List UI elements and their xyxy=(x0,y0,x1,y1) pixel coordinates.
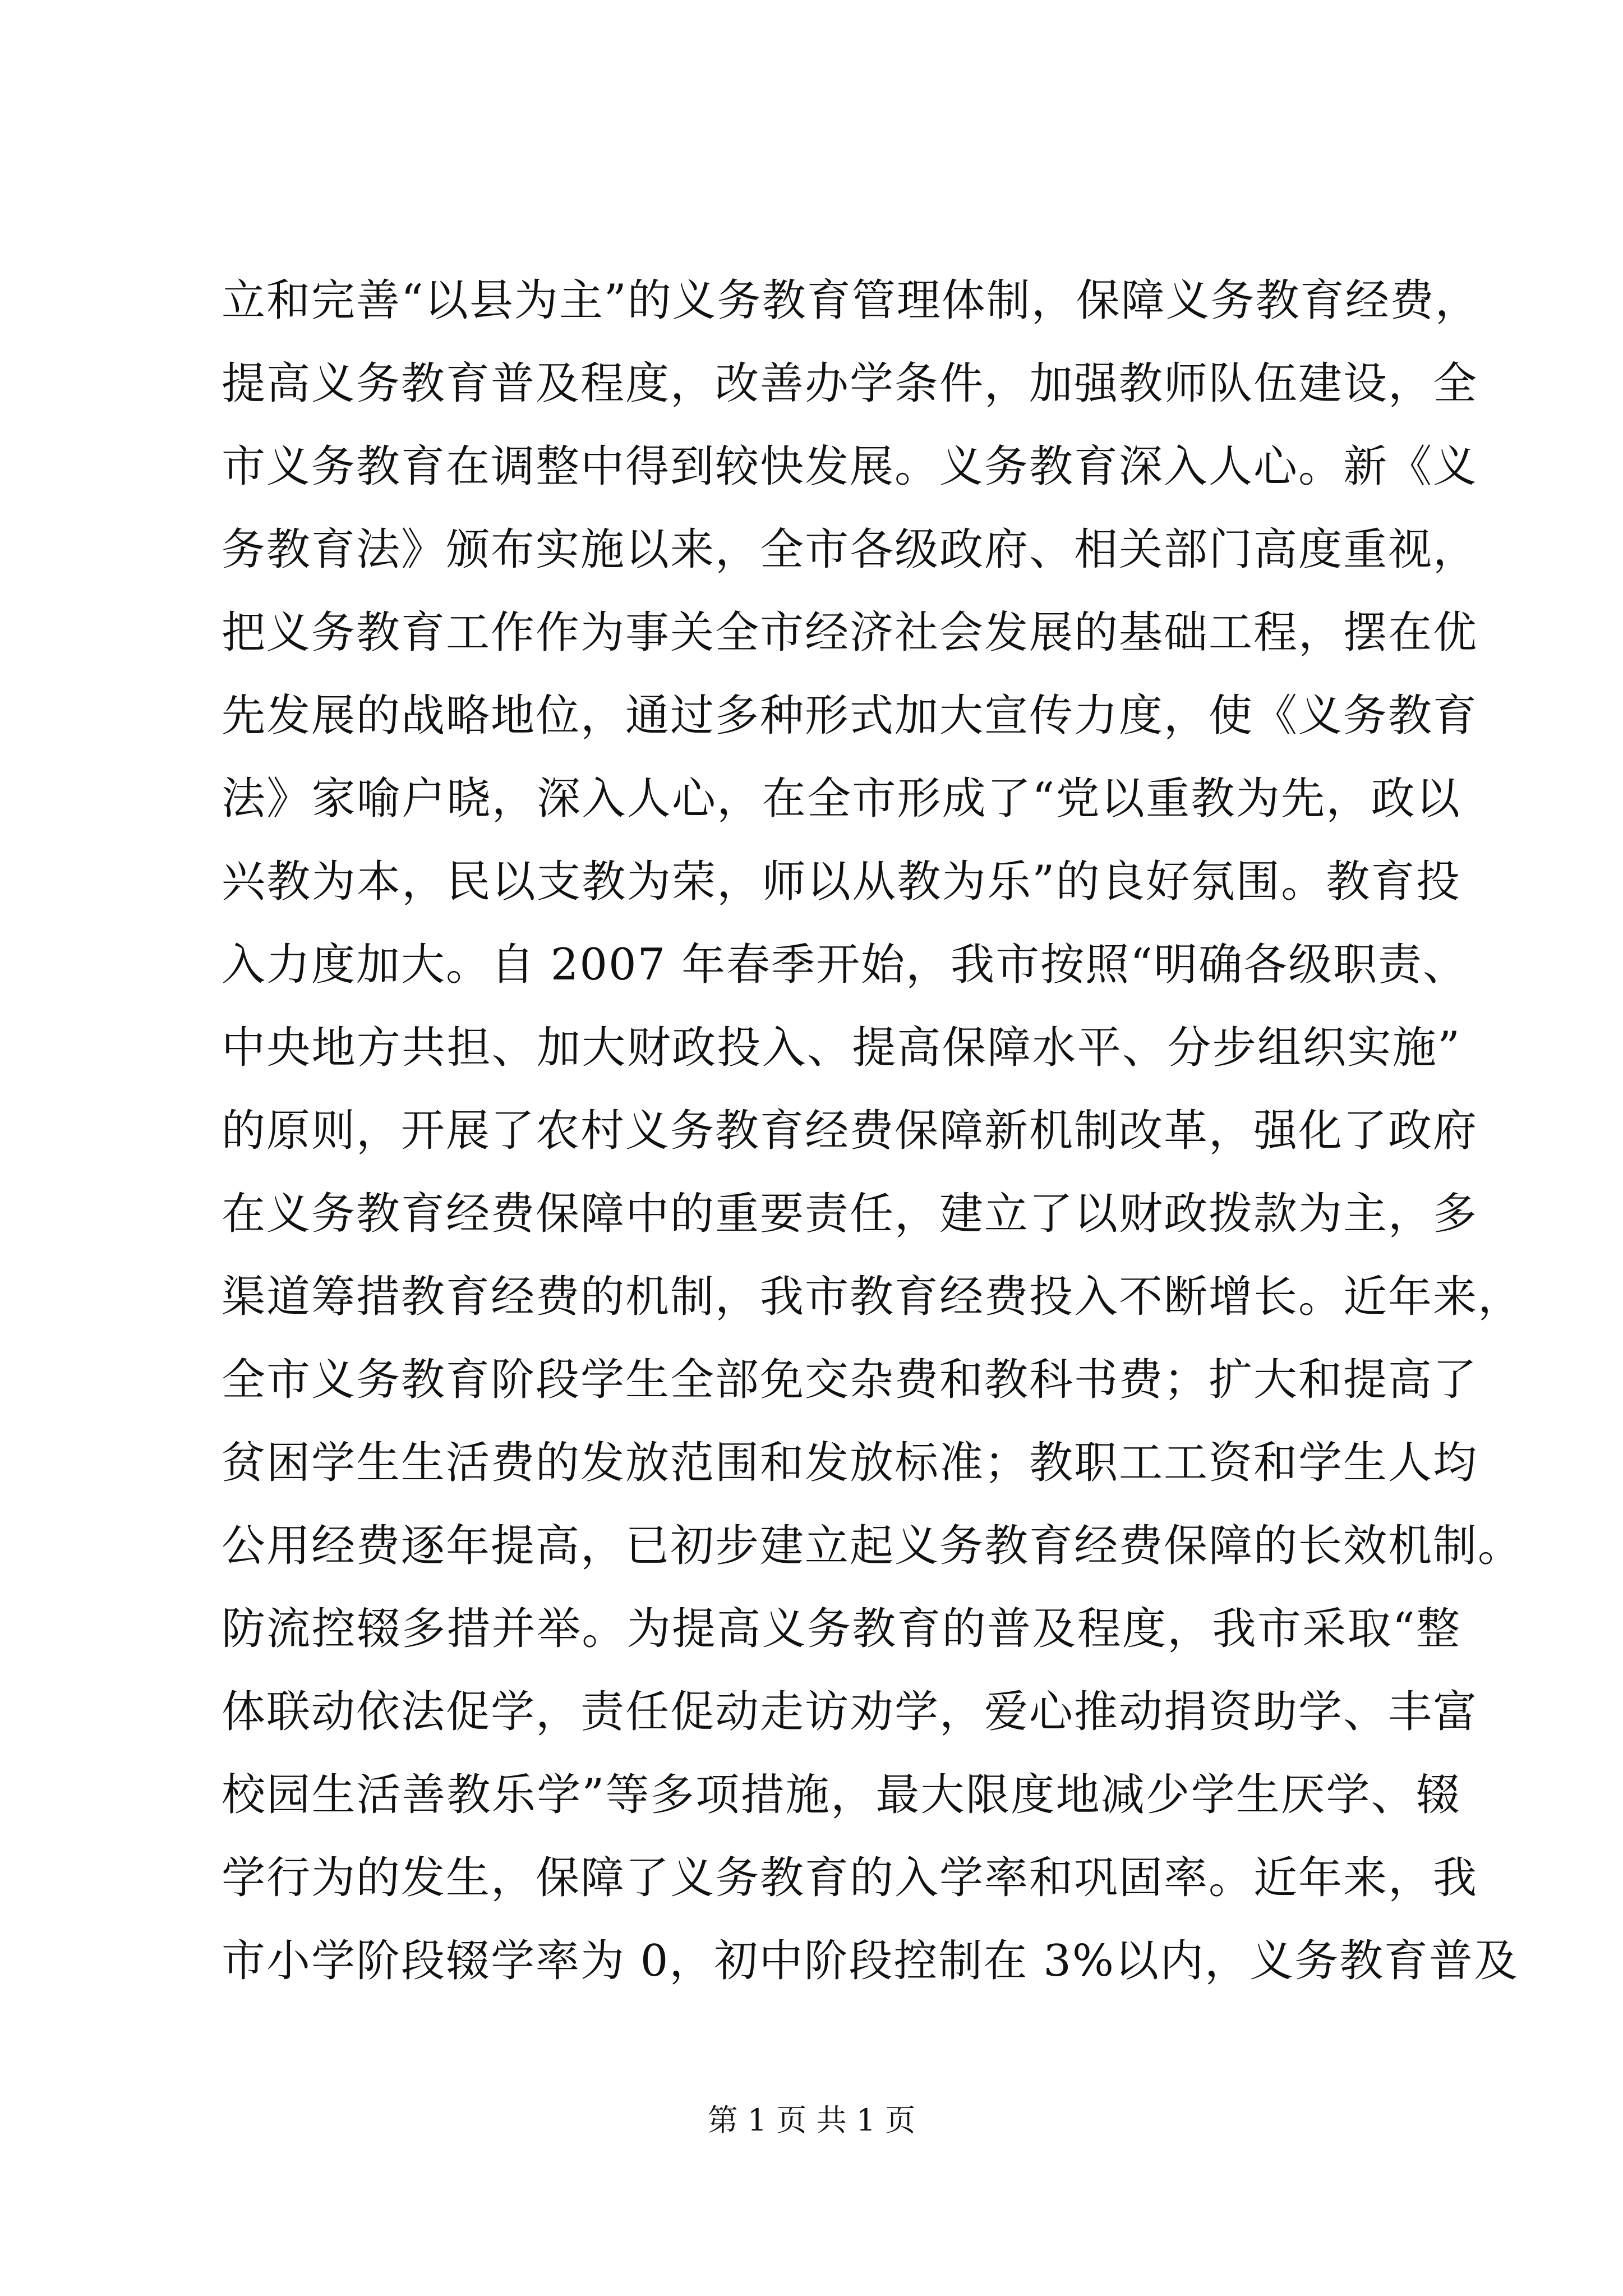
text-line: 渠道筹措教育经费的机制，我市教育经费投入不断增长。近年来， xyxy=(222,1272,1523,1322)
text-line: 兴教为本，民以支教为荣，师以从教为乐”的良好氛围。教育投 xyxy=(222,857,1461,907)
text-line: 防流控辍多措并举。为提高义务教育的普及程度，我市采取“整 xyxy=(222,1604,1461,1654)
text-line: 务教育法》颁布实施以来，全市各级政府、相关部门高度重视， xyxy=(222,524,1478,575)
text-line: 全市义务教育阶段学生全部免交杂费和教科书费；扩大和提高了 xyxy=(222,1355,1478,1405)
text-line: 市小学阶段辍学率为 0，初中阶段控制在 3%以内，义务教育普及 xyxy=(222,1936,1519,1986)
text-line: 中央地方共担、加大财政投入、提高保障水平、分步组织实施” xyxy=(222,1023,1461,1073)
body-text xyxy=(222,259,1523,2003)
text-line: 市义务教育在调整中得到较快发展。义务教育深入人心。新《义 xyxy=(222,441,1478,492)
text-line: 先发展的战略地位，通过多种形式加大宣传力度，使《义务教育 xyxy=(222,691,1478,741)
text-line: 立和完善“以县为主”的义务教育管理体制，保障义务教育经费， xyxy=(222,275,1480,326)
text-line: 贫困学生生活费的发放范围和发放标准；教职工工资和学生人均 xyxy=(222,1438,1478,1488)
text-line: 入力度加大。自 2007 年春季开始，我市按照“明确各级职责、 xyxy=(222,940,1468,990)
text-line: 把义务教育工作作为事关全市经济社会发展的基础工程，摆在优 xyxy=(222,608,1478,658)
text-line: 提高义务教育普及程度，改善办学条件，加强教师队伍建设，全 xyxy=(222,358,1478,409)
text-line: 体联动依法促学，责任促动走访劝学，爱心推动捐资助学、丰富 xyxy=(222,1687,1478,1737)
text-line: 公用经费逐年提高，已初步建立起义务教育经费保障的长效机制。 xyxy=(222,1521,1523,1571)
text-line: 法》家喻户晓，深入人心，在全市形成了“党以重教为先，政以 xyxy=(222,774,1461,824)
text-line: 的原则，开展了农村义务教育经费保障新机制改革，强化了政府 xyxy=(222,1106,1478,1156)
page-footer: 第 1 页 共 1 页 xyxy=(707,2102,916,2138)
text-line: 在义务教育经费保障中的重要责任，建立了以财政拨款为主，多 xyxy=(222,1189,1478,1239)
text-line: 校园生活善教乐学”等多项措施，最大限度地减少学生厌学、辍 xyxy=(222,1770,1461,1820)
text-line: 学行为的发生，保障了义务教育的入学率和巩固率。近年来，我 xyxy=(222,1853,1478,1903)
